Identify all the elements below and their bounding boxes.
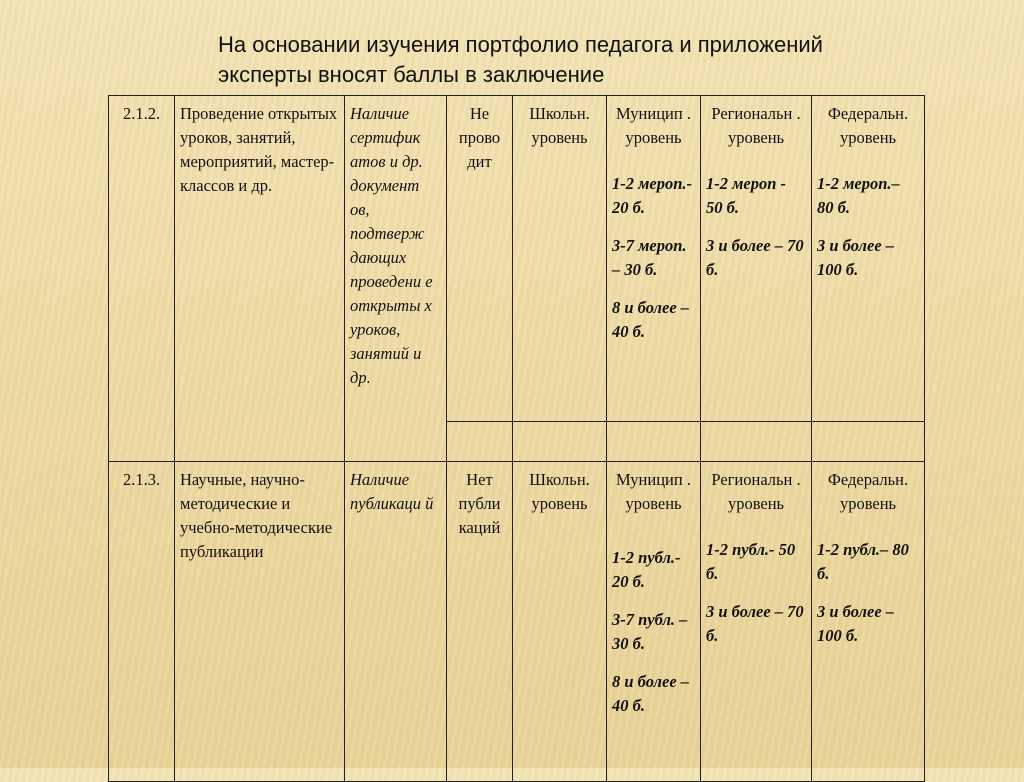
federal-level-label: Федеральн. уровень — [827, 470, 909, 513]
criteria-table — [108, 95, 925, 782]
empty-cell — [812, 422, 925, 462]
empty-cell — [701, 422, 812, 462]
federal-level-cell — [812, 462, 925, 782]
table-row — [109, 96, 925, 422]
regional-score-1: 1-2 публ.- 50 б. — [706, 540, 796, 583]
empty-cell — [513, 422, 607, 462]
criterion-cell: Проведение открытых уроков, занятий, мероприятий, мастер-классов и др. — [175, 96, 345, 462]
empty-cell — [607, 422, 701, 462]
municipal-level-cell — [607, 462, 701, 782]
no-publications-cell: Нет публи каций — [447, 462, 513, 782]
regional-level-label: Региональн . уровень — [711, 470, 801, 513]
row-number: 2.1.2. — [109, 96, 175, 462]
municipal-level-label: Муницип . уровень — [616, 104, 691, 147]
municipal-score-3: 8 и более – 40 б. — [612, 672, 690, 715]
school-level-cell: Школьн. уровень — [513, 462, 607, 782]
municipal-level-label: Муницип . уровень — [616, 470, 691, 513]
municipal-score-2: 3-7 публ. – 30 б. — [612, 610, 688, 653]
criterion-cell: Научные, научно-методические и учебно-методические публикации — [175, 462, 345, 782]
empty-cell — [447, 422, 513, 462]
municipal-score-2: 3-7 мероп. – 30 б. — [612, 236, 687, 279]
municipal-level-cell — [607, 96, 701, 422]
regional-level-cell — [701, 96, 812, 422]
regional-score-2: 3 и более – 70 б. — [706, 236, 804, 279]
regional-score-1: 1-2 мероп - 50 б. — [706, 174, 787, 217]
federal-score-2: 3 и более – 100 б. — [817, 236, 895, 279]
slide-title — [218, 30, 938, 90]
regional-level-label: Региональн . уровень — [711, 104, 801, 147]
regional-score-2: 3 и более – 70 б. — [706, 602, 804, 645]
regional-level-cell — [701, 462, 812, 782]
municipal-score-1: 1-2 публ.- 20 б. — [612, 548, 681, 591]
federal-level-label: Федеральн. уровень — [827, 104, 909, 147]
federal-level-cell — [812, 96, 925, 422]
municipal-score-1: 1-2 мероп.- 20 б. — [612, 174, 693, 217]
municipal-score-3: 8 и более – 40 б. — [612, 298, 690, 341]
slide-title-line-1: На основании изучения портфолио педагога и приложений — [218, 32, 823, 57]
not-conducted-cell: Не прово дит — [447, 96, 513, 422]
federal-score-2: 3 и более – 100 б. — [817, 602, 895, 645]
row-number: 2.1.3. — [109, 462, 175, 782]
evidence-cell: Наличие сертифик атов и др. документ ов, подтверж дающих проведени е открыты х уроков, занятий и др. — [345, 96, 447, 462]
school-level-cell: Школьн. уровень — [513, 96, 607, 422]
table-row — [109, 462, 925, 782]
federal-score-1: 1-2 публ.– 80 б. — [817, 540, 909, 583]
evidence-cell: Наличие публикаци й — [345, 462, 447, 782]
slide-title-line-2: эксперты вносят баллы в заключение — [218, 62, 605, 87]
federal-score-1: 1-2 мероп.– 80 б. — [817, 174, 900, 217]
